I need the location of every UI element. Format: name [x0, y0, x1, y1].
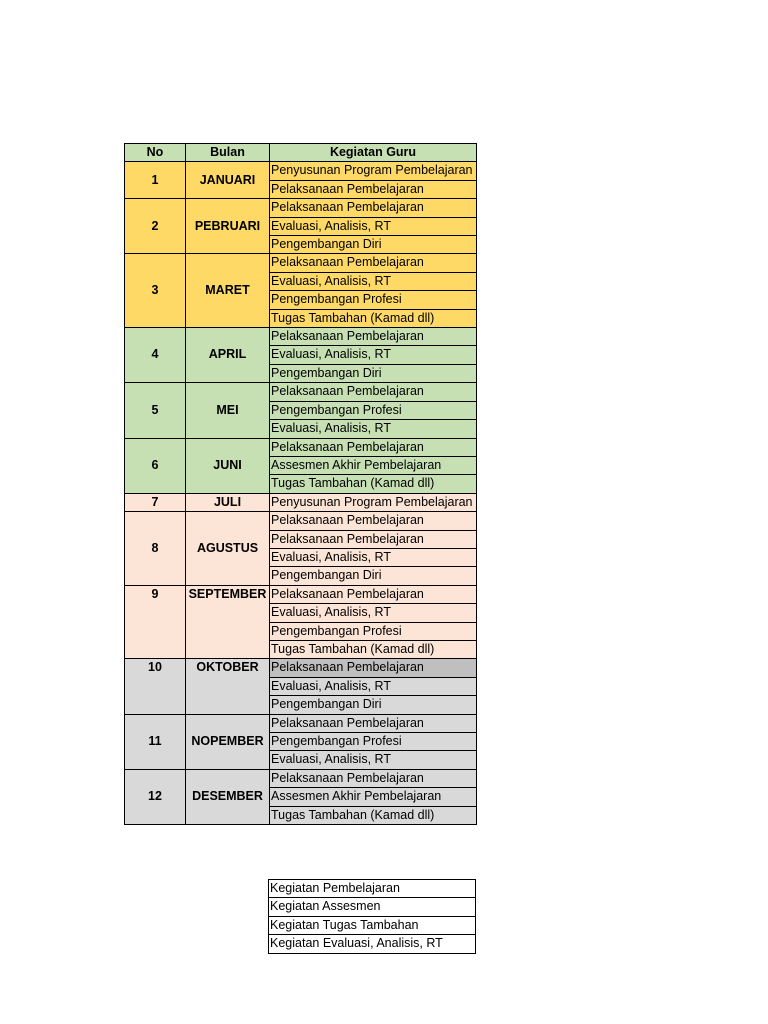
activity-cell: Pengembangan Diri	[270, 364, 477, 382]
activity-cell: Tugas Tambahan (Kamad dll)	[270, 475, 477, 493]
activity-cell: Pelaksanaan Pembelajaran	[270, 328, 477, 346]
activity-cell: Pengembangan Diri	[270, 696, 477, 714]
table-row	[125, 512, 477, 530]
month-number: 1	[125, 162, 186, 199]
activity-cell: Pengembangan Profesi	[270, 733, 477, 751]
activity-cell: Pengembangan Profesi	[270, 622, 477, 640]
activity-cell: Pengembangan Profesi	[270, 291, 477, 309]
month-number: 6	[125, 438, 186, 493]
activity-cell: Pelaksanaan Pembelajaran	[270, 254, 477, 272]
month-number: 2	[125, 199, 186, 254]
activity-cell: Evaluasi, Analisis, RT	[270, 420, 477, 438]
activity-cell: Pelaksanaan Pembelajaran	[270, 512, 477, 530]
schedule-body	[125, 162, 477, 825]
legend-item: Kegiatan Assesmen	[269, 898, 476, 916]
month-name: MEI	[186, 383, 270, 438]
month-name: JULI	[186, 493, 270, 511]
activity-cell: Tugas Tambahan (Kamad dll)	[270, 806, 477, 824]
activity-cell: Evaluasi, Analisis, RT	[270, 217, 477, 235]
activity-cell: Evaluasi, Analisis, RT	[270, 548, 477, 566]
legend-item: Kegiatan Pembelajaran	[269, 880, 476, 898]
activity-cell: Pelaksanaan Pembelajaran	[270, 714, 477, 732]
month-name: AGUSTUS	[186, 512, 270, 586]
table-row	[125, 383, 477, 401]
activity-cell: Pelaksanaan Pembelajaran	[270, 199, 477, 217]
header-kegiatan: Kegiatan Guru	[270, 144, 477, 162]
activity-cell: Evaluasi, Analisis, RT	[270, 604, 477, 622]
legend-wrapper	[268, 879, 476, 954]
table-row	[125, 254, 477, 272]
table-row	[125, 162, 477, 180]
month-name: APRIL	[186, 328, 270, 383]
table-row	[125, 659, 477, 677]
activity-cell: Pelaksanaan Pembelajaran	[270, 769, 477, 787]
schedule-table	[124, 143, 477, 825]
month-name: NOPEMBER	[186, 714, 270, 769]
month-name: JUNI	[186, 438, 270, 493]
activity-cell: Pelaksanaan Pembelajaran	[270, 180, 477, 198]
month-number: 10	[125, 659, 186, 714]
legend-item: Kegiatan Evaluasi, Analisis, RT	[269, 935, 476, 953]
month-number: 8	[125, 512, 186, 586]
table-row	[125, 714, 477, 732]
activity-cell: Pelaksanaan Pembelajaran	[270, 438, 477, 456]
legend-row	[269, 916, 476, 934]
activity-cell: Tugas Tambahan (Kamad dll)	[270, 640, 477, 658]
schedule-table-wrapper	[124, 143, 477, 825]
activity-cell: Evaluasi, Analisis, RT	[270, 751, 477, 769]
table-row	[125, 769, 477, 787]
activity-cell: Pelaksanaan Pembelajaran	[270, 383, 477, 401]
legend-row	[269, 935, 476, 953]
activity-cell: Tugas Tambahan (Kamad dll)	[270, 309, 477, 327]
month-name: MARET	[186, 254, 270, 328]
month-number: 7	[125, 493, 186, 511]
activity-cell: Pelaksanaan Pembelajaran	[270, 530, 477, 548]
month-number: 5	[125, 383, 186, 438]
month-number: 3	[125, 254, 186, 328]
month-number: 9	[125, 585, 186, 659]
activity-cell: Pengembangan Diri	[270, 567, 477, 585]
month-name: PEBRUARI	[186, 199, 270, 254]
header-no: No	[125, 144, 186, 162]
activity-cell: Pelaksanaan Pembelajaran	[270, 659, 477, 677]
legend-table	[268, 879, 476, 954]
legend-row	[269, 880, 476, 898]
activity-cell: Assesmen Akhir Pembelajaran	[270, 788, 477, 806]
activity-cell: Assesmen Akhir Pembelajaran	[270, 456, 477, 474]
month-name: DESEMBER	[186, 769, 270, 824]
activity-cell: Pengembangan Diri	[270, 236, 477, 254]
table-row	[125, 438, 477, 456]
activity-cell: Penyusunan Program Pembelajaran	[270, 493, 477, 511]
table-row	[125, 328, 477, 346]
month-name: OKTOBER	[186, 659, 270, 714]
table-row	[125, 199, 477, 217]
month-number: 4	[125, 328, 186, 383]
header-bulan: Bulan	[186, 144, 270, 162]
activity-cell: Evaluasi, Analisis, RT	[270, 677, 477, 695]
month-number: 12	[125, 769, 186, 824]
header-row	[125, 144, 477, 162]
table-row	[125, 585, 477, 603]
activity-cell: Pelaksanaan Pembelajaran	[270, 585, 477, 603]
legend-item: Kegiatan Tugas Tambahan	[269, 916, 476, 934]
activity-cell: Evaluasi, Analisis, RT	[270, 272, 477, 290]
month-number: 11	[125, 714, 186, 769]
activity-cell: Penyusunan Program Pembelajaran	[270, 162, 477, 180]
month-name: JANUARI	[186, 162, 270, 199]
activity-cell: Evaluasi, Analisis, RT	[270, 346, 477, 364]
activity-cell: Pengembangan Profesi	[270, 401, 477, 419]
table-row	[125, 493, 477, 511]
legend-body	[269, 880, 476, 954]
legend-row	[269, 898, 476, 916]
month-name: SEPTEMBER	[186, 585, 270, 659]
